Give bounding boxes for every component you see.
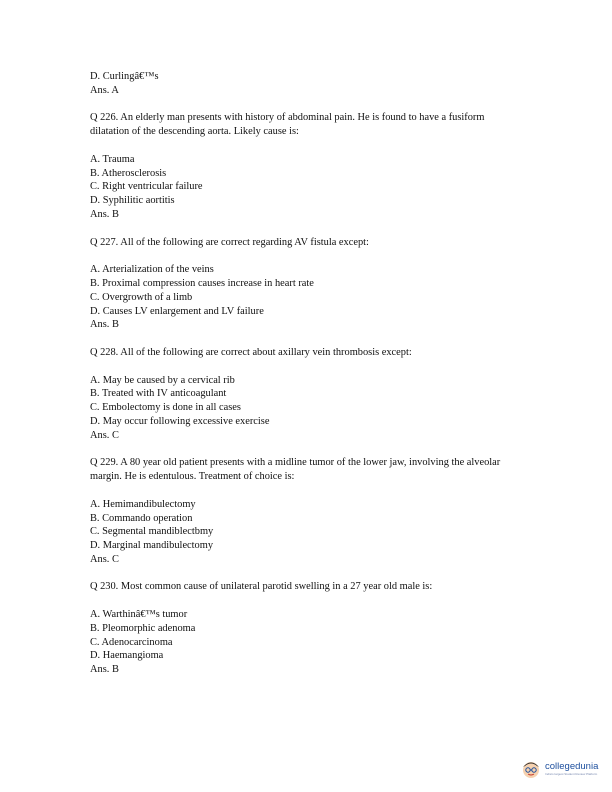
- answer: Ans. B: [90, 319, 119, 331]
- option-c: C. Embolectomy is done in all cases: [90, 402, 241, 414]
- option-a: A. Trauma: [90, 153, 135, 165]
- option-d: D. Causes LV enlargement and LV failure: [90, 305, 264, 317]
- logo-name: collegedunia: [545, 761, 599, 772]
- question-block-229: [90, 456, 530, 566]
- collegedunia-logo: [520, 756, 598, 782]
- option-a: A. Warthinâ€™s tumor: [90, 609, 188, 621]
- option-b: B. Treated with IV anticoagulant: [90, 388, 227, 400]
- option-d: D. Marginal mandibulectomy: [90, 540, 214, 552]
- option-c: C. Adenocarcinoma: [90, 636, 173, 648]
- option-c: C. Segmental mandiblectbmy: [90, 526, 214, 538]
- option-b: B. Pleomorphic adenoma: [90, 622, 196, 634]
- question-text: Q 229. A 80 year old patient presents with a midline tumor of the lower jaw, involving the alveolar margin. He is edentulous. Treatment of choice is:: [90, 457, 501, 483]
- option-a: A. May be caused by a cervical rib: [90, 374, 235, 386]
- option-d: D. Haemangioma: [90, 650, 164, 662]
- answer: Ans. C: [90, 429, 119, 441]
- student-mascot-icon: [520, 758, 542, 780]
- option-c: C. Right ventricular failure: [90, 181, 203, 193]
- answer: Ans. C: [90, 553, 119, 565]
- answer: Ans. B: [90, 664, 119, 676]
- option-d: D. Syphilitic aortitis: [90, 195, 175, 207]
- logo-tagline: India's largest Student Review Platform: [545, 772, 598, 776]
- option-b: B. Atherosclerosis: [90, 167, 167, 179]
- answer: Ans. B: [90, 208, 119, 220]
- question-text: Q 228. All of the following are correct about axillary vein thrombosis except:: [90, 346, 412, 358]
- question-block-227: [90, 236, 530, 333]
- question-block-228: [90, 346, 530, 443]
- question-text: Q 230. Most common cause of unilateral parotid swelling in a 27 year old male is:: [90, 581, 433, 593]
- question-block-230: [90, 580, 530, 677]
- option-c: C. Overgrowth of a limb: [90, 291, 193, 303]
- question-text: Q 226. An elderly man presents with history of abdominal pain. He is found to have a fusiform dilatation of the descending aorta. Likely cause is:: [90, 112, 485, 138]
- option-a: A. Arterialization of the veins: [90, 264, 214, 276]
- option-d: D. May occur following excessive exercise: [90, 415, 270, 427]
- option-b: B. Commando operation: [90, 512, 193, 524]
- option-d: D. Curlingâ€™s: [90, 71, 159, 82]
- document-page: [90, 70, 530, 677]
- option-a: A. Hemimandibulectomy: [90, 498, 196, 510]
- question-block-226: [90, 111, 530, 221]
- option-b: B. Proximal compression causes increase in heart rate: [90, 277, 314, 289]
- answer: Ans. A: [90, 84, 119, 96]
- question-text: Q 227. All of the following are correct regarding AV fistula except:: [90, 236, 369, 248]
